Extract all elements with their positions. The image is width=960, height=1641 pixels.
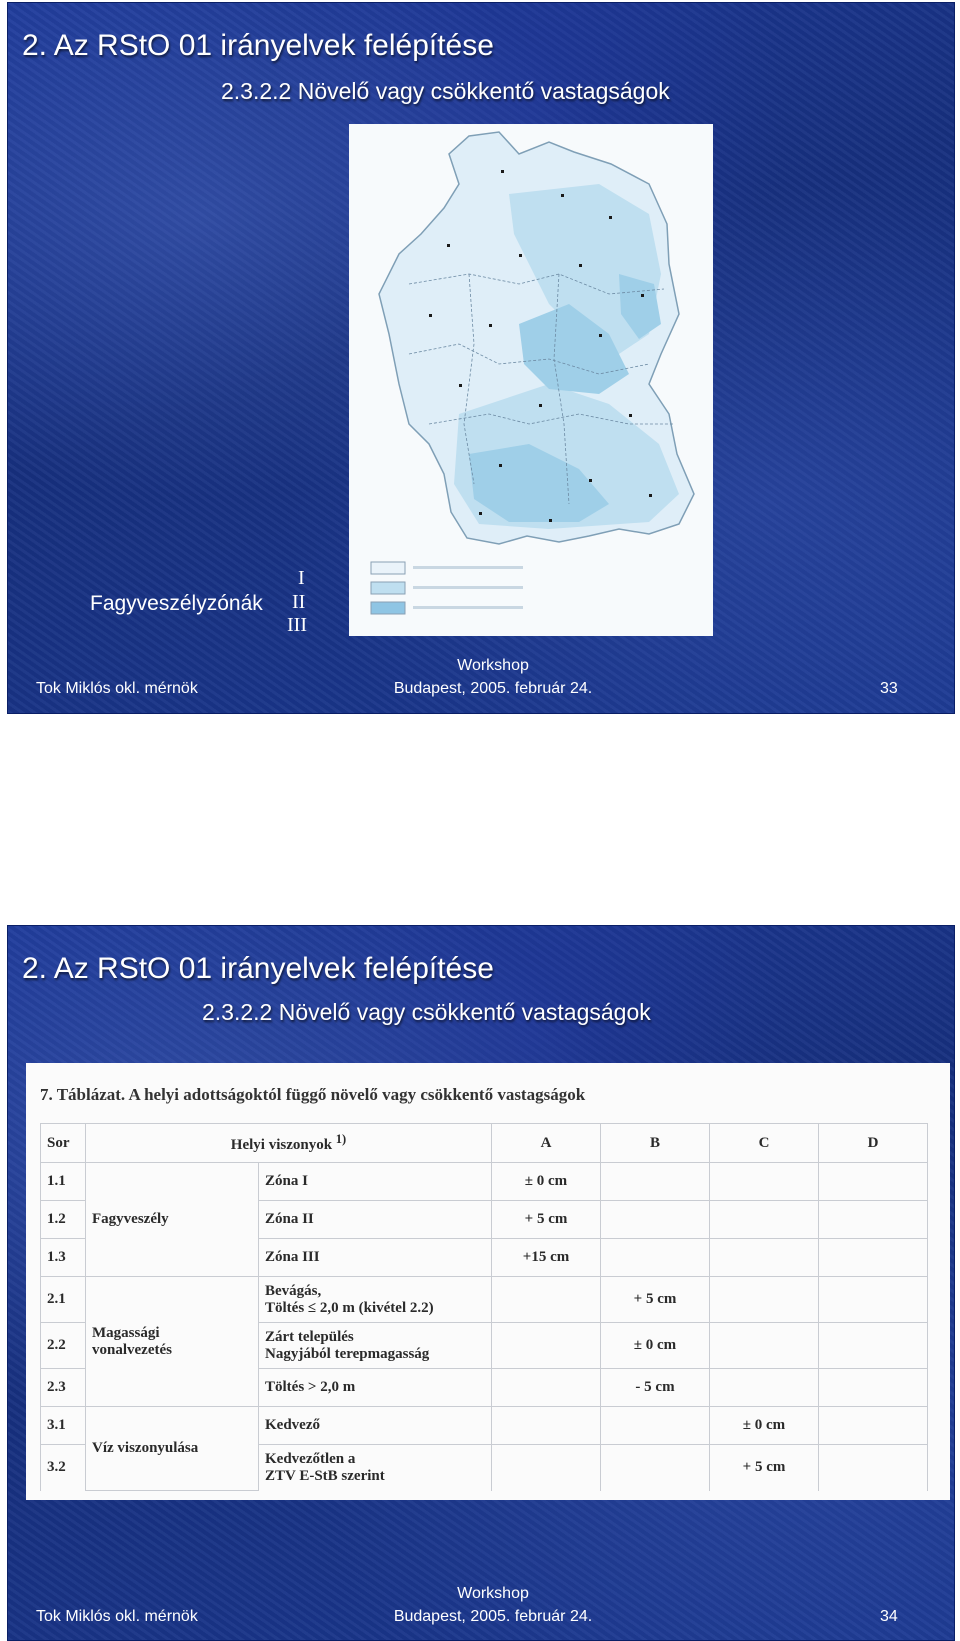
value-c (710, 1369, 819, 1407)
header-c: C (710, 1124, 819, 1163)
footer-place-date: Budapest, 2005. február 24. (393, 680, 593, 697)
row-condition: Zóna III (259, 1239, 492, 1277)
header-sor: Sor (41, 1124, 86, 1163)
value-a (492, 1277, 601, 1323)
thickness-table (40, 1123, 928, 1491)
value-c: ± 0 cm (710, 1407, 819, 1445)
value-d (819, 1407, 928, 1445)
value-a: + 5 cm (492, 1201, 601, 1239)
row-condition (259, 1445, 492, 1491)
zone-iii-label: III (287, 614, 307, 636)
row-condition-line1: Bevágás, (265, 1282, 322, 1299)
footer-event: Workshop (457, 1585, 529, 1602)
table-caption: 7. Táblázat. A helyi adottságoktól függő növelő vagy csökkentő vastagságok (40, 1085, 586, 1104)
value-b (601, 1201, 710, 1239)
value-a (492, 1445, 601, 1491)
group-magassagi (86, 1277, 259, 1407)
row-number: 2.3 (41, 1369, 86, 1407)
group-viz: Víz viszonyulása (86, 1407, 259, 1491)
row-condition: Kedvező (259, 1407, 492, 1445)
header-helyi-viszonyok (86, 1124, 492, 1163)
slide-34 (7, 925, 955, 1641)
value-b: ± 0 cm (601, 1323, 710, 1369)
zone-i-label: I (298, 567, 305, 589)
row-condition: Zóna I (259, 1163, 492, 1201)
thickness-table-image (26, 1063, 950, 1500)
frost-zone-label: Fagyveszélyzónák (90, 592, 263, 615)
value-b (601, 1163, 710, 1201)
row-condition (259, 1323, 492, 1369)
row-number: 1.1 (41, 1163, 86, 1201)
footer-author: Tok Miklós okl. mérnök (36, 1608, 198, 1625)
header-a: A (492, 1124, 601, 1163)
slide-title: 2. Az RStO 01 irányelvek felépítése (22, 29, 494, 62)
row-number: 1.2 (41, 1201, 86, 1239)
germany-map-graphic (349, 124, 713, 636)
page-number: 34 (880, 1608, 898, 1625)
map-legend (371, 562, 523, 614)
value-b: + 5 cm (601, 1277, 710, 1323)
row-number: 3.1 (41, 1407, 86, 1445)
value-a: ± 0 cm (492, 1163, 601, 1201)
row-number: 1.3 (41, 1239, 86, 1277)
value-d (819, 1277, 928, 1323)
row-condition (259, 1277, 492, 1323)
slide-title: 2. Az RStO 01 irányelvek felépítése (22, 952, 494, 985)
group-magassagi-line1: Magassági (92, 1324, 160, 1341)
header-footnote: 1) (335, 1132, 347, 1146)
value-c (710, 1201, 819, 1239)
value-d (819, 1163, 928, 1201)
row-condition-line2: Nagyjából terepmagasság (265, 1345, 430, 1362)
row-number: 2.1 (41, 1277, 86, 1323)
header-b: B (601, 1124, 710, 1163)
header-helyi-text: Helyi viszonyok (230, 1137, 333, 1153)
header-d: D (819, 1124, 928, 1163)
table-row (41, 1277, 928, 1323)
footer-event: Workshop (457, 657, 529, 674)
value-c: + 5 cm (710, 1445, 819, 1491)
value-b (601, 1239, 710, 1277)
table-row (41, 1407, 928, 1445)
table-header-row (41, 1124, 928, 1163)
value-a (492, 1323, 601, 1369)
zone-ii-label: II (292, 591, 306, 613)
value-c (710, 1163, 819, 1201)
frost-zone-map (349, 124, 713, 636)
slide-33 (7, 2, 955, 714)
row-condition-line2: ZTV E-StB szerint (265, 1467, 385, 1484)
value-a (492, 1369, 601, 1407)
group-fagyveszely: Fagyveszély (86, 1163, 259, 1277)
value-d (819, 1445, 928, 1491)
value-b (601, 1445, 710, 1491)
value-d (819, 1239, 928, 1277)
row-condition-line2: Töltés ≤ 2,0 m (kivétel 2.2) (265, 1299, 434, 1316)
table-row (41, 1163, 928, 1201)
row-number: 2.2 (41, 1323, 86, 1369)
page-number: 33 (880, 680, 898, 697)
value-c (710, 1239, 819, 1277)
value-b (601, 1407, 710, 1445)
row-condition-line1: Zárt település (265, 1328, 354, 1345)
value-d (819, 1369, 928, 1407)
value-c (710, 1323, 819, 1369)
value-a (492, 1407, 601, 1445)
value-d (819, 1323, 928, 1369)
value-a: +15 cm (492, 1239, 601, 1277)
slide-subtitle: 2.3.2.2 Növelő vagy csökkentő vastagságok (221, 78, 670, 104)
footer-place-date: Budapest, 2005. február 24. (393, 1608, 593, 1625)
group-magassagi-line2: vonalvezetés (92, 1341, 172, 1358)
row-condition: Zóna II (259, 1201, 492, 1239)
footer-author: Tok Miklós okl. mérnök (36, 680, 198, 697)
row-condition-line1: Kedvezőtlen a (265, 1450, 356, 1467)
row-number: 3.2 (41, 1445, 86, 1491)
value-d (819, 1201, 928, 1239)
value-b: - 5 cm (601, 1369, 710, 1407)
value-c (710, 1277, 819, 1323)
slide-subtitle: 2.3.2.2 Növelő vagy csökkentő vastagságok (202, 999, 651, 1025)
row-condition: Töltés > 2,0 m (259, 1369, 492, 1407)
